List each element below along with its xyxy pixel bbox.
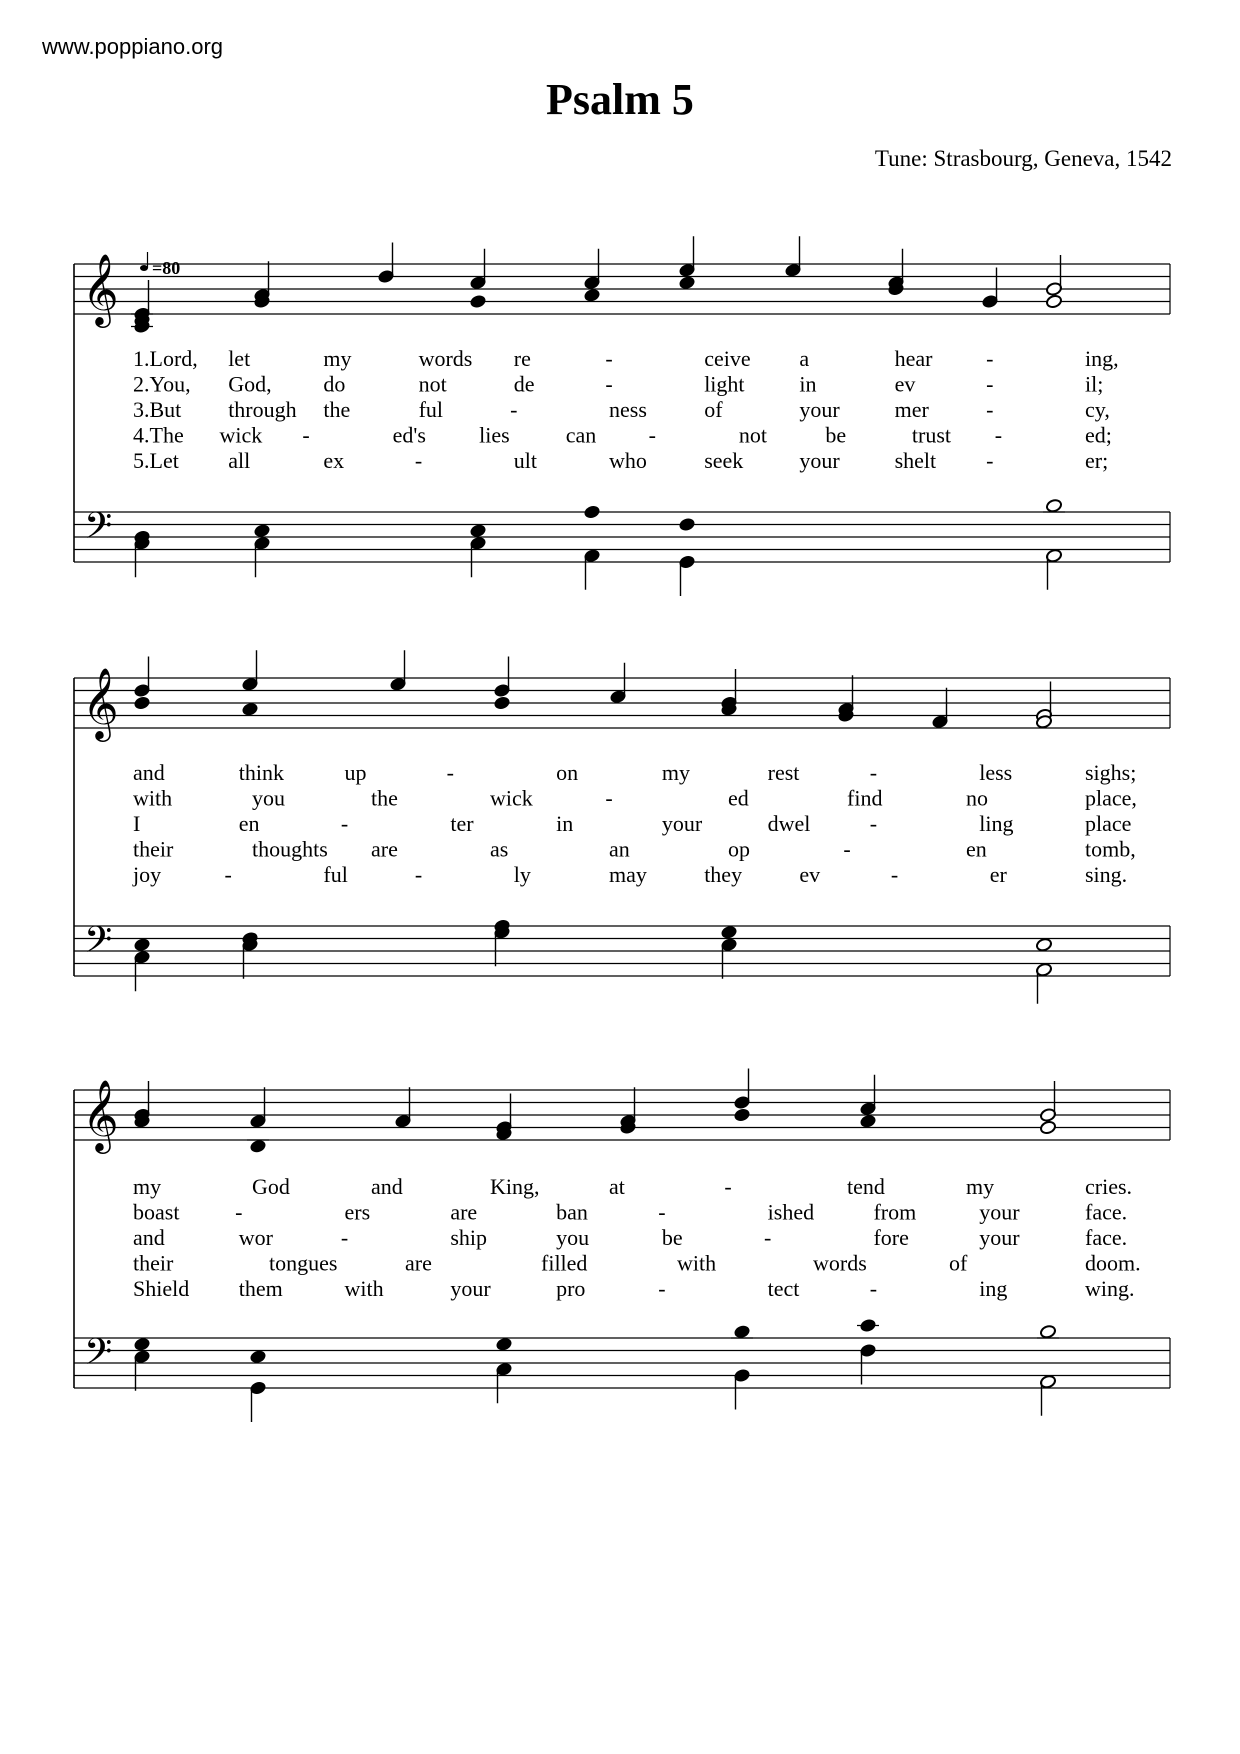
lyric-syllable: ling: [979, 811, 1014, 836]
lyric-syllable: my: [323, 346, 352, 371]
lyric-syllable: ed's: [392, 422, 426, 448]
lyric-syllable: my: [661, 760, 691, 785]
lyric-syllable: pro: [556, 1276, 586, 1301]
lyric-syllable: my: [966, 1174, 995, 1199]
lyric-syllable: 1.Lord,: [133, 346, 198, 371]
lyric-syllable: de: [513, 371, 535, 397]
lyric-syllable: er;: [1085, 448, 1109, 473]
lyric-syllable: doom.: [1085, 1250, 1141, 1276]
lyric-syllable: words: [813, 1250, 867, 1276]
notehead: [1039, 1120, 1056, 1135]
lyric-syllable: cy,: [1085, 397, 1110, 422]
notehead: [249, 1349, 266, 1364]
lyric-syllable: trust: [911, 422, 952, 448]
lyric-syllable: in: [799, 371, 817, 397]
lyric-syllable: cries.: [1085, 1174, 1133, 1199]
tempo-marking: =80: [152, 258, 181, 278]
lyric-syllable: you: [556, 1225, 590, 1250]
lyric-syllable: -: [605, 785, 613, 811]
lyric-syllable: not: [738, 422, 767, 448]
lyric-syllable: and: [133, 760, 165, 785]
lyric-syllable: -: [869, 811, 878, 836]
lyric-syllable: 5.Let: [133, 448, 179, 473]
lyric-syllable: place,: [1085, 785, 1137, 811]
lyric-syllable: -: [302, 422, 310, 448]
lyric-syllable: ing,: [1085, 346, 1119, 371]
lyric-syllable: an: [609, 836, 630, 862]
lyric-syllable: you: [252, 785, 285, 811]
lyric-syllable: en: [238, 811, 260, 836]
lyric-syllable: hear: [894, 346, 933, 371]
notehead: [253, 523, 270, 538]
lyric-syllable: face.: [1085, 1225, 1128, 1250]
notehead: [859, 1114, 876, 1129]
lyric-syllable: ship: [450, 1225, 488, 1250]
lyric-syllable: ex: [323, 448, 345, 473]
lyric-syllable: tend: [847, 1174, 885, 1199]
lyric-syllable: sing.: [1085, 862, 1128, 887]
treble-clef-icon: 𝄞: [82, 666, 119, 739]
lyric-syllable: -: [764, 1225, 772, 1250]
lyric-syllable: ult: [513, 448, 538, 473]
notehead: [583, 505, 600, 520]
lyric-syllable: your: [979, 1199, 1020, 1225]
lyric-syllable: 3.But: [133, 397, 182, 422]
lyric-syllable: the: [323, 397, 351, 422]
lyric-syllable: ers: [344, 1199, 371, 1225]
lyric-syllable: boast: [133, 1199, 180, 1225]
lyric-syllable: as: [490, 836, 509, 862]
lyric-syllable: from: [873, 1199, 917, 1225]
lyric-syllable: -: [843, 836, 851, 862]
bass-clef-icon: 𝄢: [84, 505, 113, 556]
lyric-syllable: on: [556, 760, 579, 785]
lyric-syllable: tect: [767, 1276, 800, 1301]
lyric-syllable: ing: [979, 1276, 1008, 1301]
notehead: [1045, 294, 1062, 309]
lyric-syllable: no: [966, 785, 988, 811]
lyric-syllable: words: [418, 346, 473, 371]
lyric-syllable: your: [979, 1225, 1020, 1250]
lyric-syllable: re: [513, 346, 531, 371]
lyric-syllable: -: [724, 1174, 732, 1199]
lyric-syllable: with: [677, 1250, 717, 1276]
lyric-syllable: may: [609, 862, 647, 887]
lyric-syllable: face.: [1085, 1199, 1128, 1225]
lyric-syllable: -: [446, 760, 454, 785]
lyric-syllable: wick: [490, 785, 533, 811]
lyric-syllable: wick: [219, 422, 263, 448]
notehead: [469, 294, 486, 309]
lyric-syllable: a: [799, 346, 810, 371]
lyric-syllable: I: [133, 811, 141, 836]
lyric-syllable: -: [986, 371, 994, 397]
lyric-syllable: -: [340, 1225, 349, 1250]
lyric-syllable: King,: [490, 1174, 540, 1199]
lyric-syllable: wor: [238, 1225, 273, 1250]
lyric-syllable: -: [658, 1199, 666, 1225]
lyric-syllable: lies: [479, 422, 510, 448]
lyric-syllable: -: [986, 397, 994, 422]
lyric-syllable: of: [949, 1250, 968, 1276]
lyric-syllable: be: [661, 1225, 683, 1250]
lyric-syllable: light: [704, 371, 745, 397]
notehead: [1035, 937, 1052, 952]
lyric-syllable: their: [133, 836, 174, 862]
lyric-syllable: op: [728, 836, 750, 862]
lyric-syllable: of: [704, 397, 723, 422]
lyric-syllable: ban: [556, 1199, 588, 1225]
lyric-syllable: thoughts: [252, 836, 328, 862]
lyric-syllable: -: [414, 862, 423, 887]
lyric-syllable: up: [344, 760, 367, 785]
notehead: [133, 937, 150, 952]
lyric-syllable: -: [890, 862, 899, 887]
lyric-syllable: the: [371, 785, 398, 811]
lyric-syllable: joy: [133, 862, 162, 887]
lyric-syllable: -: [510, 397, 518, 422]
lyric-syllable: Shield: [133, 1276, 190, 1301]
lyric-syllable: my: [133, 1174, 162, 1199]
notehead: [1045, 498, 1062, 513]
lyric-syllable: -: [986, 346, 994, 371]
lyric-syllable: ished: [767, 1199, 815, 1225]
notehead: [1039, 1324, 1056, 1339]
notehead: [678, 275, 695, 290]
lyric-syllable: their: [133, 1250, 174, 1276]
lyric-syllable: can: [565, 422, 597, 448]
music-system: [74, 1069, 1170, 1423]
bass-clef-icon: 𝄢: [84, 1331, 113, 1382]
lyric-syllable: with: [133, 785, 173, 811]
lyric-syllable: mer: [894, 397, 929, 422]
lyric-syllable: at: [609, 1174, 625, 1199]
lyric-syllable: not: [418, 371, 447, 397]
lyric-syllable: ful: [323, 862, 348, 887]
lyric-syllable: your: [799, 448, 840, 473]
lyric-syllable: God,: [228, 371, 272, 397]
lyric-syllable: -: [986, 448, 994, 473]
treble-clef-icon: 𝄞: [82, 252, 119, 325]
notehead: [720, 925, 737, 940]
lyric-syllable: your: [799, 397, 840, 422]
lyric-syllable: ceive: [704, 346, 751, 371]
lyric-syllable: rest: [767, 760, 800, 785]
lyric-syllable: wing.: [1085, 1276, 1135, 1301]
lyric-syllable: and: [133, 1225, 165, 1250]
notehead: [493, 696, 510, 711]
notehead: [733, 1108, 750, 1123]
lyric-syllable: -: [224, 862, 232, 887]
lyric-syllable: less: [979, 760, 1013, 785]
notehead: [495, 1337, 512, 1352]
lyric-syllable: are: [450, 1199, 478, 1225]
lyric-syllable: filled: [541, 1250, 588, 1276]
lyric-syllable: dwel: [767, 811, 811, 836]
lyric-syllable: think: [238, 760, 285, 785]
lyric-syllable: them: [238, 1276, 283, 1301]
lyric-syllable: they: [704, 862, 743, 887]
lyric-syllable: -: [869, 1276, 878, 1301]
lyric-syllable: ed;: [1085, 422, 1112, 448]
page-title: Psalm 5: [546, 75, 694, 124]
watermark-url[interactable]: www.poppiano.org: [42, 34, 224, 59]
lyric-syllable: -: [235, 1199, 243, 1225]
lyric-syllable: sighs;: [1085, 760, 1137, 785]
lyric-syllable: en: [966, 836, 987, 862]
lyric-syllable: all: [228, 448, 251, 473]
music-system: [74, 236, 1170, 596]
lyric-syllable: 4.The: [133, 422, 184, 448]
lyric-syllable: in: [556, 811, 574, 836]
notehead: [733, 1324, 750, 1339]
lyric-syllable: -: [340, 811, 349, 836]
lyric-syllable: fore: [873, 1225, 909, 1250]
lyric-syllable: tongues: [269, 1250, 338, 1276]
notehead: [133, 1337, 150, 1352]
lyric-syllable: -: [869, 760, 878, 785]
lyric-syllable: ness: [609, 397, 647, 422]
lyric-syllable: are: [371, 836, 398, 862]
lyric-syllable: -: [648, 422, 656, 448]
lyric-syllable: with: [344, 1276, 384, 1301]
lyric-syllable: -: [605, 346, 613, 371]
music-system: [74, 650, 1170, 1004]
lyric-syllable: God: [252, 1174, 290, 1199]
tune-credit: Tune: Strasbourg, Geneva, 1542: [874, 146, 1172, 171]
lyric-syllable: who: [609, 448, 647, 473]
lyric-syllable: and: [371, 1174, 403, 1199]
lyric-syllable: er: [989, 862, 1007, 887]
lyric-syllable: tomb,: [1085, 836, 1136, 862]
score-systems: [74, 236, 1170, 1422]
lyric-syllable: are: [405, 1250, 432, 1276]
lyric-syllable: ter: [450, 811, 474, 836]
lyric-syllable: ev: [894, 371, 916, 397]
lyric-syllable: let: [228, 346, 251, 371]
lyric-syllable: ed: [728, 785, 749, 811]
notehead: [678, 517, 695, 532]
lyric-syllable: 2.You,: [133, 371, 191, 397]
lyric-syllable: seek: [704, 448, 744, 473]
tempo-note-icon: [140, 265, 148, 271]
notehead: [583, 288, 600, 303]
lyric-syllable: through: [228, 397, 297, 422]
lyric-syllable: ev: [799, 862, 821, 887]
lyric-syllable: -: [658, 1276, 666, 1301]
lyric-syllable: place: [1085, 811, 1132, 836]
notehead: [241, 702, 258, 717]
lyric-syllable: be: [825, 422, 847, 448]
lyric-syllable: -: [414, 448, 423, 473]
lyric-syllable: -: [994, 422, 1003, 448]
lyric-syllable: il;: [1085, 371, 1104, 397]
notehead: [133, 696, 150, 711]
lyric-syllable: your: [661, 811, 703, 836]
lyric-syllable: ful: [418, 397, 444, 422]
treble-clef-icon: 𝄞: [82, 1078, 119, 1151]
lyric-syllable: ly: [513, 862, 531, 887]
lyric-syllable: do: [323, 371, 346, 397]
lyric-syllable: shelt: [894, 448, 937, 473]
notehead: [469, 523, 486, 538]
bass-clef-icon: 𝄢: [84, 919, 113, 970]
lyric-syllable: -: [605, 371, 613, 397]
lyric-syllable: find: [847, 785, 883, 811]
notehead: [249, 1139, 266, 1154]
lyric-syllable: your: [450, 1276, 491, 1301]
